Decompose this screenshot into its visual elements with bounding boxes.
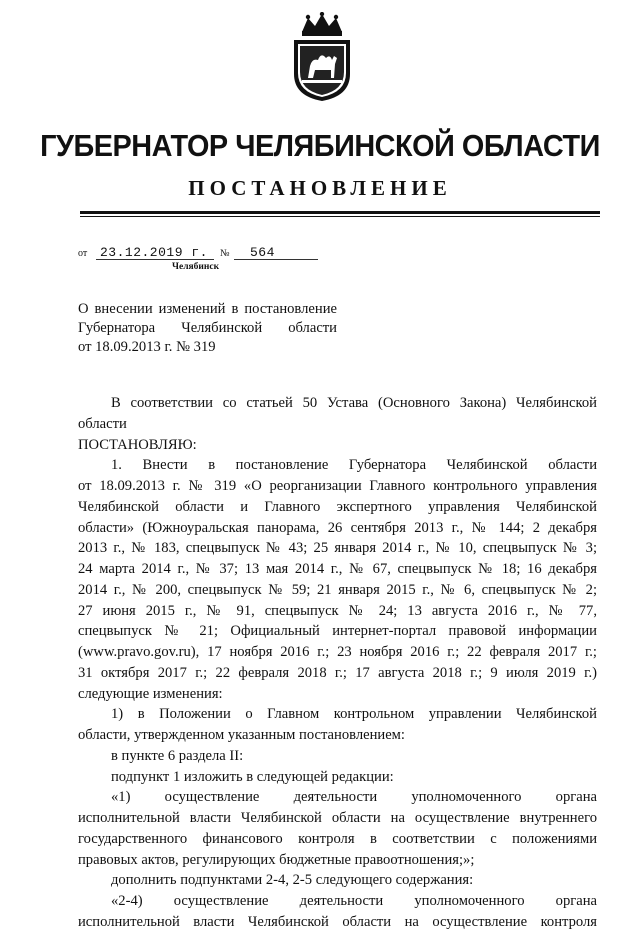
body-line: 1) в Положении о Главном контрольном управлении Челябинской: [111, 706, 597, 723]
body-line: подпункт 1 изложить в следующей редакции:: [111, 768, 394, 785]
issuer-title: ГУБЕРНАТОР ЧЕЛЯБИНСКОЙ ОБЛАСТИ: [40, 128, 600, 163]
subject-line: от 18.09.2013 г. № 319: [78, 339, 216, 355]
body-line: области» (Южноуральская панорама, 26 сентября 2013 г., № 144; 2 декабря: [78, 519, 597, 536]
subject-line: Губернатора Челябинской области: [78, 320, 337, 336]
number-underline: [234, 259, 318, 260]
body-line: правовых актов, регулирующих бюджетные правоотношения;»;: [78, 851, 475, 868]
subject-line: О внесении изменений в постановление: [78, 301, 337, 317]
body-line: «1) осуществление деятельности уполномоченного органа: [111, 789, 597, 806]
body-line: 1. Внести в постановление Губернатора Челябинской области: [111, 457, 597, 474]
registration-line: [78, 242, 318, 264]
body-line: дополнить подпунктами 2-4, 2-5 следующего содержания:: [111, 872, 474, 889]
body-line: 2014 г., № 200, спецвыпуск № 59; 21 января 2015 г., № 6, спецвыпуск № 2;: [78, 581, 597, 598]
body-line: 31 октября 2017 г.; 22 февраля 2018 г.; 17 августа 2018 г.; 9 июля 2019 г.): [78, 664, 597, 681]
body-line: государственного финансового контроля в соответствии с положениями: [78, 830, 597, 847]
body-line: исполнительной власти Челябинской области на осуществление контроля: [78, 913, 597, 930]
header-rule-thick: [80, 211, 600, 214]
document-date: 23.12.2019 г.: [100, 245, 208, 260]
body-line: области: [78, 415, 127, 432]
body-line: 24 марта 2014 г., № 37; 13 мая 2014 г., № 67, спецвыпуск № 18; 16 декабря: [78, 561, 597, 577]
document-subject: [78, 300, 337, 357]
header-rule-thin: [80, 216, 600, 217]
body-line: следующие изменения:: [78, 685, 223, 702]
chelyabinsk-region-coat-of-arms-icon: [288, 12, 356, 102]
body-line: от 18.09.2013 г. № 319 «О реорганизации Главного контрольного управления: [78, 478, 597, 494]
body-line: области, утвержденном указанным постановлением:: [78, 727, 405, 743]
body-line: спецвыпуск № 21; Официальный интернет-портал правовой информации: [78, 623, 597, 640]
body-line: 27 июня 2015 г., № 91, спецвыпуск № 24; 13 августа 2016 г., № 77,: [78, 602, 597, 619]
body-line: исполнительной власти Челябинской области на осуществление внутреннего: [78, 810, 597, 826]
document-body: [78, 393, 597, 933]
body-line: В соответствии со статьей 50 Устава (Основного Закона) Челябинской: [111, 395, 597, 411]
document-type: ПОСТАНОВЛЕНИЕ: [188, 176, 452, 200]
body-line: ПОСТАНОВЛЯЮ:: [78, 436, 197, 453]
body-line: «2-4) осуществление деятельности уполномоченного органа: [111, 893, 597, 909]
number-label: №: [220, 248, 230, 259]
body-line: 2013 г., № 183, спецвыпуск № 43; 25 января 2014 г., № 10, спецвыпуск № 3;: [78, 540, 597, 557]
issue-city: Челябинск: [172, 262, 220, 272]
body-line: Челябинской области и Главного экспертного управления Челябинской: [78, 498, 597, 515]
body-line: в пункте 6 раздела II:: [111, 747, 244, 764]
body-line: (www.pravo.gov.ru), 17 ноября 2016 г.; 23 ноября 2016 г.; 22 февраля 2017 г.;: [78, 644, 597, 660]
document-number: 564: [250, 245, 275, 260]
date-label: от: [78, 248, 88, 259]
